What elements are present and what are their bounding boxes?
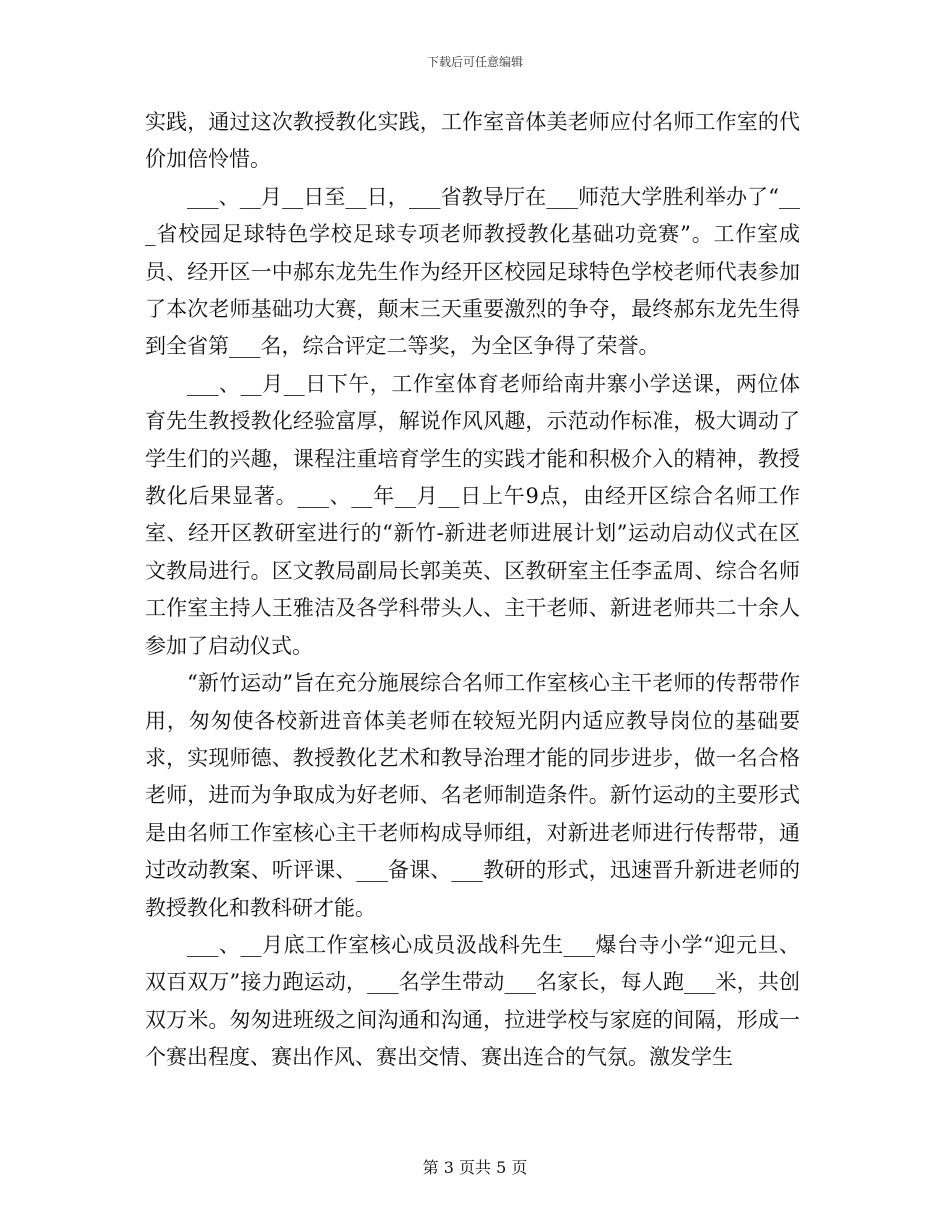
document-body <box>145 104 800 1077</box>
paragraph-xinzhu-program: “新竹运动”旨在充分施展综合名师工作室核心主干老师的传帮带作用，匆匆使各校新进音体美老师在较短光阴内适应教导岗位的基础要求，实现师德、教授教化艺术和教导治理才能的同步进步，做一名合格老师，进而为争取成为好老师、名老师制造条件。新竹运动的主要形式是由名师工作室核心主干老师构成导师组，对新进老师进行传帮带，通过改动教案、听评课、___备课、___教研的形式，迅速晋升新进老师的教授教化和教科研才能。 <box>145 671 800 920</box>
paragraph-relay-run: ___、__月底工作室核心成员汲战科先生___爆台寺小学“迎元旦、双百双万”接力跑运动，___名学生带动___名家长，每人跑___米，共创双万米。匆匆进班级之间沟通和沟通，拉进学校与家庭的间隔，形成一个赛出程度、赛出作风、赛出交情、赛出连合的气氛。激发学生 <box>145 932 800 1070</box>
page-number: 第 3 页共 5 页 <box>422 1158 528 1177</box>
paragraph-teaching-visit: ___、__月__日下午，工作室体育老师给南井寨小学送课，两位体育先生教授教化经验富厚，解说作风风趣，示范动作标准，极大调动了学生们的兴趣，课程注重培育学生的实践才能和积极介入的精神，教授教化后果显著。___、__年__月__日上午9点，由经开区综合名师工作室、经开区教研室进行的“新竹-新进老师进展计划”运动启动仪式在区文教局进行。区文教局副局长郭美英、区教研室主任李孟周、综合名师工作室主持人王雅洁及各学科带头人、主干老师、新进老师共二十余人参加了启动仪式。 <box>145 371 800 658</box>
paragraph-continuation: 实践，通过这次教授教化实践，工作室音体美老师应付名师工作室的代价加倍怜惜。 <box>145 110 800 172</box>
page-header-note: 下载后可任意编辑 <box>426 55 523 69</box>
paragraph-football-contest: ___、__月__日至__日，___省教导厅在___师范大学胜利举办了“___省校园足球特色学校足球专项老师教授教化基础功竞赛”。工作室成员、经开区一中郝东龙先生作为经开区校园足球特色学校老师代表参加了本次老师基础功大赛，颠末三天重要激烈的争夺，最终郝东龙先生得到全省第___名，综合评定二等奖，为全区争得了荣誉。 <box>145 184 800 359</box>
